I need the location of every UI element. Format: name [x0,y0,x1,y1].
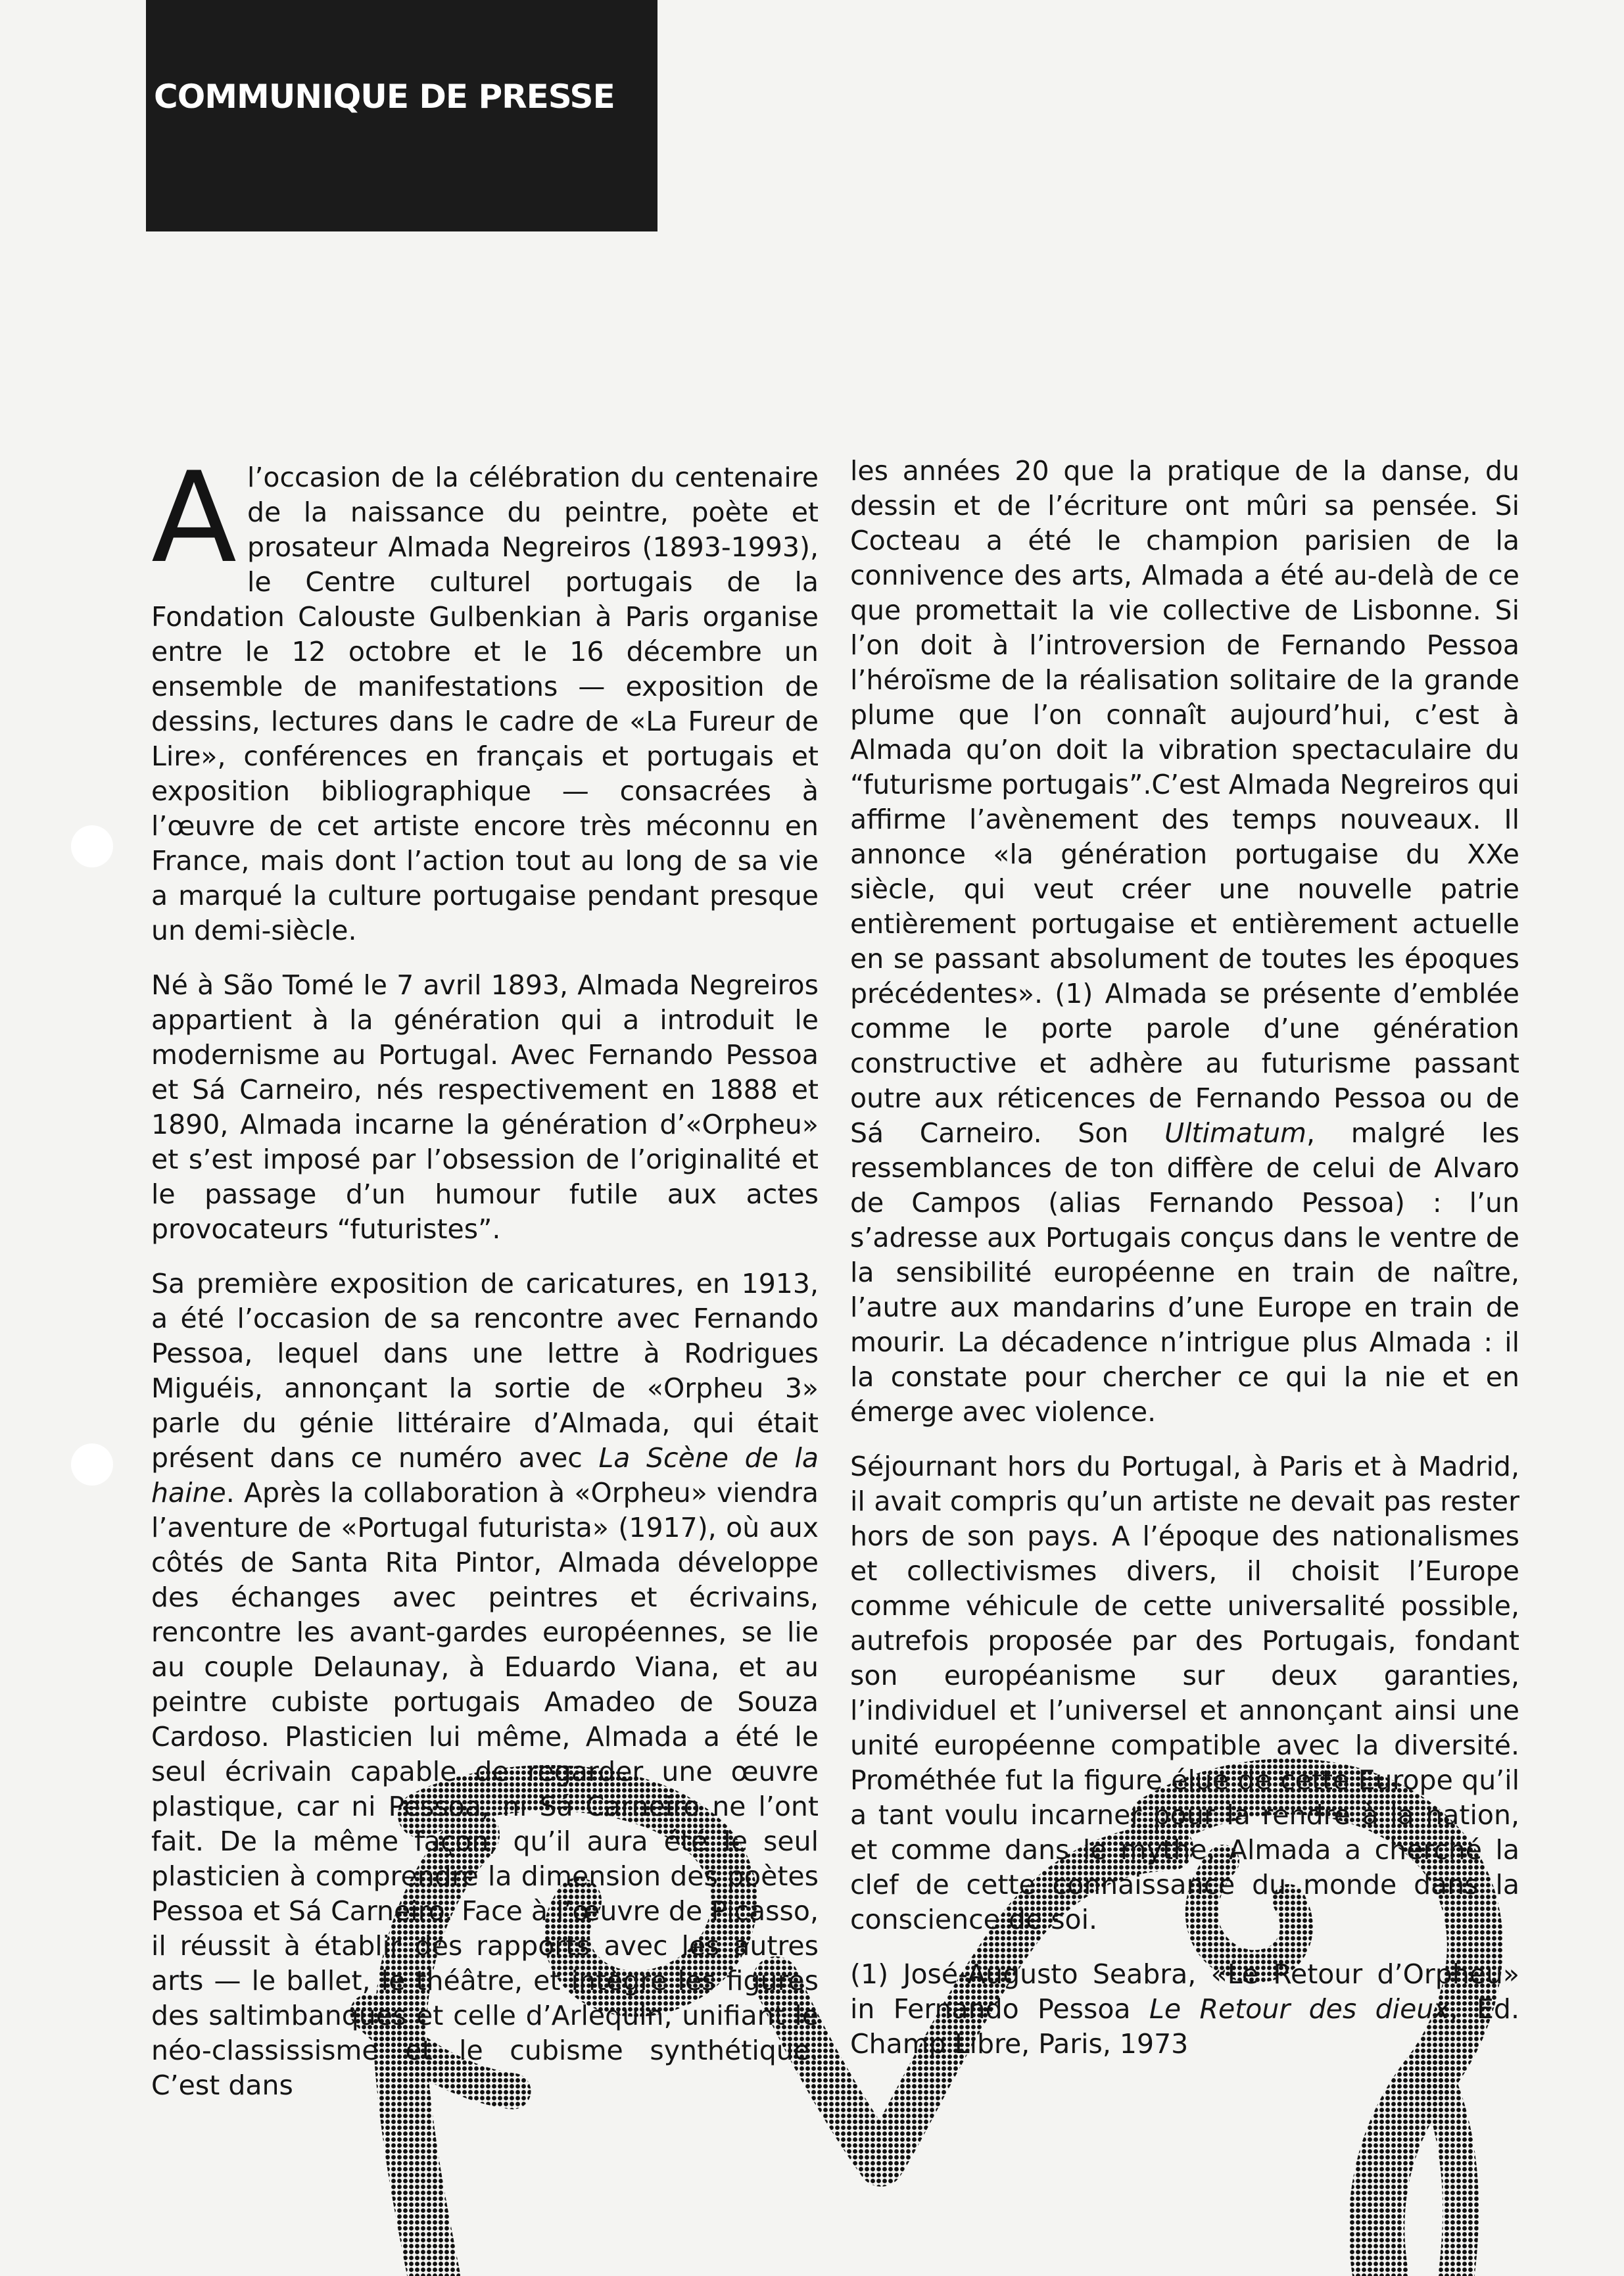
paragraph-intro [151,445,819,948]
drop-cap: A [151,445,237,591]
footnote-text-1: (1) José-Augusto Seabra, «Le Retour d’Orpheu» in Fernando Pessoa [850,1958,1519,2025]
work-title-scene-de-la-haine: La Scène de la haine [151,1442,819,1509]
paragraph-futurism [850,454,1519,1430]
punch-hole-bottom [71,1443,113,1486]
paragraph-exhibition-text-2: . Après la collaboration à «Orpheu» viendra l’aventure de «Portugal futurista» (1917), où aux côtés de Santa Rita Pintor, Almada développe des échanges avec peintres et écrivains, rencontre les avant-gardes européennes, se lie au couple Delaunay, à Eduardo Viana, et au peintre cubiste portugais Amadeo de Souza Cardoso. Plasticien lui même, Almada a été le seul écrivain capable de regarder une œuvre plastique, car ni Pessoa, ni Sá Carneiro ne l’ont fait. De la même façon, qu’il aura été le seul plasticien à comprendre la dimension des poètes Pessoa et Sá Carneiro. Face à l’œuvre de Picasso, il réussit à établir des rapports avec les autres arts — le ballet, le théâtre, et intègre les figures des saltimbanques et celle d’Arlequin, unifiant le néo-classissisme et le cubisme synthétique. C’est dans [151,1477,819,2101]
page-title: COMMUNIQUE DE PRESSE [154,78,615,116]
paragraph-exhibition [151,1267,819,2103]
paragraph-europe: Séjournant hors du Portugal, à Paris et à Madrid, il avait compris qu’un artiste ne devait pas rester hors de son pays. A l’époque des nationalismes et collectivismes divers, il choisit l’Europe comme véhicule de cette universalité possible, autrefois proposée par des Portugais, fondant son européanisme sur deux garanties, l’individuel et l’universel et annonçant ainsi une unité européenne compatible avec la diversité. Prométhée fut la figure élue de cette Europe qu’il a tant voulu incarner pour la rendre à la nation, et comme dans le mythe, Almada a cherché la clef de cette connaissance du monde dans la conscience de soi. [850,1451,1519,1935]
punch-hole-top [71,825,113,867]
right-column [850,454,1519,2081]
paragraph-futurism-text-1: les années 20 que la pratique de la danse, du dessin et de l’écriture ont mûri sa pensée. Si Cocteau a été le champion parisien de la connivence des arts, Almada a été au-delà de ce que promettait la vie collective de Lisbonne. Si l’on doit à l’introversion de Fernando Pessoa l’héroïsme de la réalisation solitaire de la grande plume que l’on connaît aujourd’hui, c’est à Almada qu’on doit la vibration spectaculaire du “futurisme portugais”.C’est Almada Negreiros qui affirme l’avènement des temps nouveaux. Il annonce «la génération portugaise du XXe siècle, qui veut créer une nouvelle patrie entièrement portugaise et entièrement actuelle en se passant absolument de toutes les époques précédentes». (1) Almada se présente d’emblée comme le porte parole d’une génération constructive et adhère au futurisme passant outre aux réticences de Fernando Pessoa ou de Sá Carneiro. Son [850,455,1519,1149]
header-box [146,0,657,231]
left-column [151,445,819,2123]
paragraph-exhibition-text-1: Sa première exposition de caricatures, en 1913, a été l’occasion de sa rencontre avec Fernando Pessoa, lequel dans une lettre à Rodrigues Miguéis, annonçant la sortie de «Orpheu 3» parle du génie littéraire d’Almada, qui était présent dans ce numéro avec [151,1268,819,1474]
footnote-text-2: , Ed. Champ Libre, Paris, 1973 [850,1993,1519,2060]
paragraph-futurism-text-2: , malgré les ressemblances de ton diffère de celui de Alvaro de Campos (alias Fernando Pessoa) : l’un s’adresse aux Portugais conçus dans le ventre de la sensibilité européenne en train de naître, l’autre aux mandarins d’une Europe en train de mourir. La décadence n’intrigue plus Almada : il la constate pour chercher ce qui la nie et en émerge avec violence. [850,1117,1519,1428]
paragraph-biography: Né à São Tomé le 7 avril 1893, Almada Negreiros appartient à la génération qui a introduit le modernisme au Portugal. Avec Fernando Pessoa et Sá Carneiro, nés respectivement en 1888 et 1890, Almada incarne la génération d’«Orpheu» et s’est imposé par l’obsession de l’originalité et le passage d’un humour futile aux actes provocateurs “futuristes”. [151,969,819,1245]
work-title-ultimatum: Ultimatum [1164,1117,1306,1149]
footnote-book-title: Le Retour des dieux [1149,1993,1450,2025]
footnote [850,1957,1519,2062]
paragraph-intro-text: l’occasion de la célébration du centenaire de la naissance du peintre, poète et prosateur Almada Negreiros (1893-1993), le Centre culturel portugais de la Fondation Calouste Gulbenkian à Paris organise entre le 12 octobre et le 16 décembre un ensemble de manifestations — exposition de dessins, lectures dans le cadre de «La Fureur de Lire», conférences en français et portugais et exposition bibliographique — consacrées à l’œuvre de cet artiste encore très méconnu en France, mais dont l’action tout au long de sa vie a marqué la culture portugaise pendant presque un demi-siècle. [151,462,819,946]
